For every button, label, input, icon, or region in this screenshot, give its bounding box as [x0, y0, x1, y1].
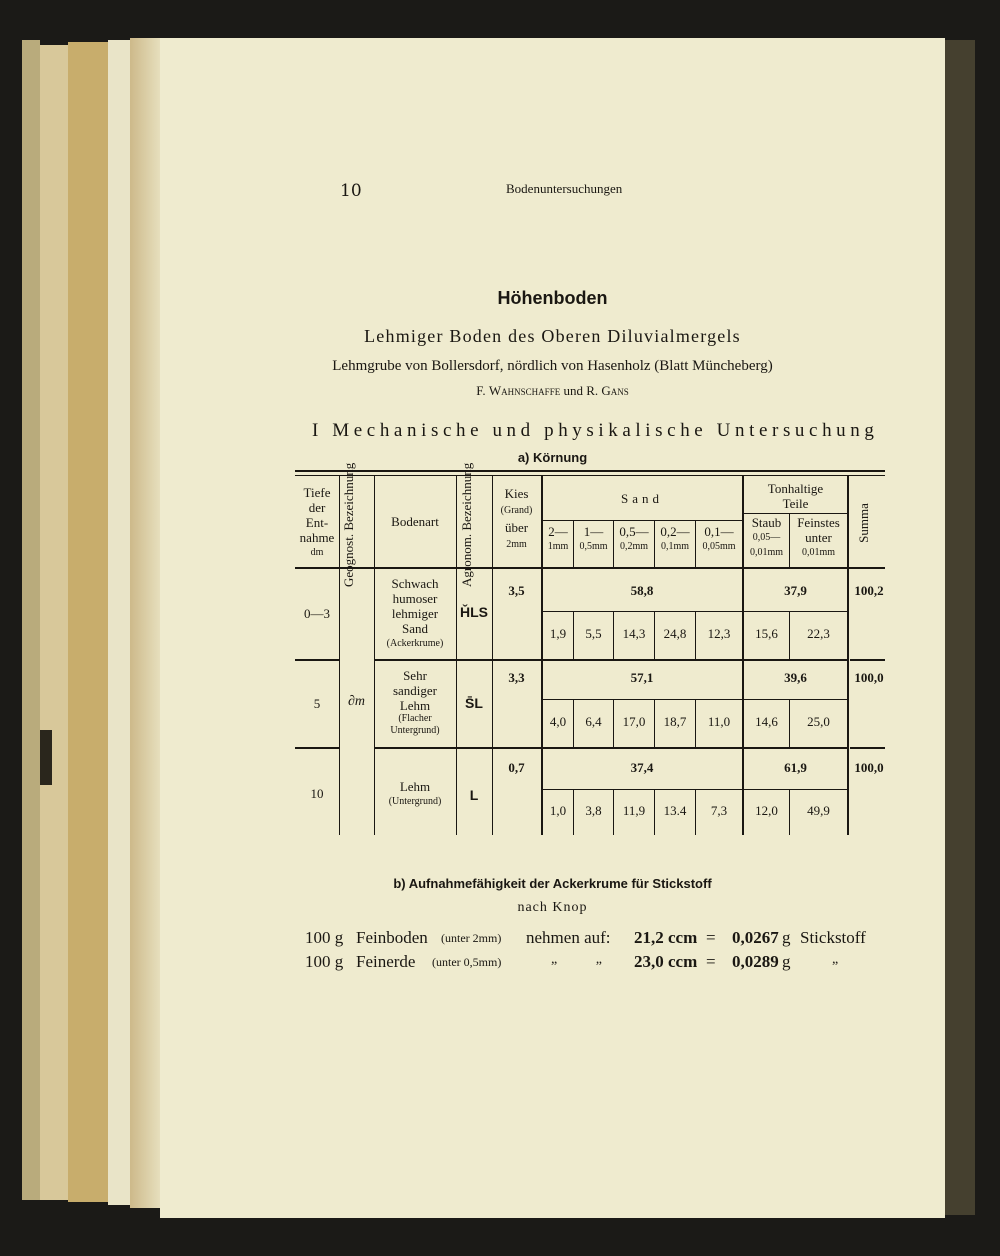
cell-sand: 12,3: [707, 626, 731, 641]
header-sand-col: [696, 524, 742, 554]
cell-summa: 100,0: [854, 760, 884, 775]
gram-value: 0,0267: [732, 928, 779, 947]
sample-qualifier: (unter 2mm): [441, 931, 502, 945]
header-line: 0,05mm: [702, 541, 736, 552]
cell-sand: 18,7: [663, 714, 687, 729]
cell-agronom: S̄L: [465, 695, 483, 711]
header-line: 0,5—: [619, 524, 649, 539]
header-tonhaltige: [744, 481, 847, 511]
rule: [743, 789, 847, 790]
page-edge: [108, 40, 130, 1205]
author-initial: F.: [476, 383, 486, 398]
header-line: Tiefe: [303, 485, 331, 500]
cell-kies: 3,5: [508, 583, 525, 598]
header-tiefe: [295, 485, 339, 560]
cell-note: (Flacher Untergrund): [390, 713, 440, 736]
subsection-heading: a) Körnung: [517, 450, 588, 465]
header-geognost: Geognost. Bezeichnung: [341, 462, 356, 587]
ditto-marks: „ „: [551, 952, 602, 967]
rule: [542, 699, 742, 700]
sample-label: Feinboden: [356, 928, 428, 947]
author-name: Gans: [601, 383, 629, 398]
authors-line: [160, 383, 945, 399]
header-kies: [492, 485, 541, 553]
cell-sand: 24,8: [663, 626, 687, 641]
ccm-text: 21,2 ccm: [634, 928, 698, 947]
rule: [295, 747, 339, 749]
cell-summa: 100,0: [854, 670, 884, 685]
cell-kies: 3,3: [508, 670, 525, 685]
cell-line: Lehm: [399, 779, 431, 794]
header-line: nahme: [299, 530, 335, 545]
subsection-heading: b) Aufnahmefähigkeit der Ackerkrume für Stickstoff: [393, 876, 712, 891]
header-staub: [744, 515, 789, 560]
rule: [295, 567, 885, 569]
header-line: 0,1—: [704, 524, 734, 539]
substance: Stickstoff: [800, 928, 866, 947]
cell-sand: 3,8: [585, 803, 602, 818]
cell-line: lehmiger: [391, 606, 439, 621]
gutter: [130, 38, 160, 1208]
cell-sand-total: 37,4: [630, 760, 654, 775]
cell-sand: 14,3: [622, 626, 646, 641]
header-line: Feinstes: [797, 515, 840, 530]
header-sand-col: [614, 524, 654, 554]
cell-line: Schwach: [391, 576, 439, 591]
cell-staub: 15,6: [755, 626, 778, 641]
rule: [850, 747, 885, 749]
ccm-value: [634, 928, 697, 948]
cell-ton-total: 61,9: [784, 760, 807, 775]
header-sand-col: [543, 524, 573, 554]
rule: [542, 611, 742, 612]
cell-kies: 0,7: [508, 760, 525, 775]
cell-sand: 1,0: [549, 803, 567, 818]
page-edge: [68, 42, 108, 1202]
gram-value: 0,0289: [732, 952, 779, 971]
cell-tiefe: 5: [313, 696, 321, 711]
cell-line: Lehm: [399, 698, 431, 713]
rule: [743, 611, 847, 612]
cell-sand: 4,0: [549, 714, 567, 729]
rule: [743, 747, 847, 749]
cell-bodenart: [374, 668, 456, 737]
cell-line: Sand: [402, 621, 428, 636]
cell-staub: 12,0: [755, 803, 778, 818]
header-line: 2mm: [506, 539, 527, 550]
sample-qualifier: (unter 0,5mm): [432, 955, 502, 969]
amount: 100 g: [305, 952, 344, 971]
author-initial: R.: [586, 383, 599, 398]
cell-sand: 6,4: [585, 714, 602, 729]
author-conj: und: [563, 383, 583, 398]
cell-staub: 14,6: [755, 714, 778, 729]
header-line: 0,01mm: [749, 547, 784, 558]
page: [160, 38, 945, 1218]
ccm-value: [634, 952, 697, 972]
header-agronom: Agronom. Bezeichnung: [459, 462, 474, 587]
cell-geognost: ∂m: [347, 694, 366, 709]
ditto-mark: „: [832, 952, 839, 967]
cell-tiefe: 10: [310, 786, 324, 801]
header-line: der: [308, 500, 326, 515]
cell-sand: 17,0: [622, 714, 646, 729]
running-head: Bodenuntersuchungen: [506, 181, 623, 196]
header-line: unter: [805, 530, 832, 545]
header-line: Kies: [504, 486, 529, 501]
page-edge: [22, 40, 40, 1200]
cell-sand: 5,5: [585, 626, 602, 641]
rule: [295, 659, 339, 661]
header-sand-col: [655, 524, 695, 554]
ccm-text: 23,0 ccm: [634, 952, 698, 971]
cell-line: sandiger: [392, 683, 438, 698]
cell-note: (Ackerkrume): [386, 638, 444, 649]
rule: [850, 659, 885, 661]
cell-line: humoser: [392, 591, 438, 606]
equals: =: [706, 952, 716, 971]
cell-bodenart: [374, 779, 456, 809]
header-bodenart: Bodenart: [391, 514, 439, 529]
rule: [743, 699, 847, 700]
header-line: 0,5mm: [579, 541, 608, 552]
section-heading: I Mechanische und physikalische Untersuchung: [312, 420, 879, 441]
clip-mark: [40, 730, 52, 785]
header-sand-col: [574, 524, 613, 554]
header-line: 1mm: [547, 541, 569, 552]
header-line: Ent-: [305, 515, 329, 530]
cell-ton-total: 39,6: [784, 670, 807, 685]
subtitle: Lehmiger Boden des Oberen Diluvialmergels: [364, 326, 741, 346]
rule: [456, 475, 457, 835]
cell-agronom: ȞLS: [460, 604, 488, 620]
rule: [339, 475, 340, 835]
header-line: 0,2mm: [619, 541, 649, 552]
rule: [374, 747, 742, 749]
equals: =: [706, 928, 716, 947]
author-name: Wahnschaffe: [488, 383, 561, 398]
header-line: Staub: [751, 515, 782, 530]
cell-sand-total: 58,8: [630, 583, 654, 598]
header-line: Teile: [782, 496, 809, 511]
cell-ton-total: 37,9: [784, 583, 807, 598]
page-title: Höhenboden: [497, 288, 608, 308]
cell-note: (Untergrund): [388, 796, 442, 807]
header-summa: Summa: [856, 503, 871, 543]
page-number: 10: [340, 181, 362, 201]
rule: [542, 520, 742, 521]
cell-bodenart: [374, 576, 456, 651]
sample-label: Feinerde: [356, 952, 416, 971]
cell-agronom: L: [469, 787, 479, 803]
rule: [847, 475, 849, 835]
cell-sand: 11,0: [707, 714, 731, 729]
header-line: 0,01mm: [801, 547, 836, 558]
cell-sand: 11,9: [622, 803, 646, 818]
header-line: 0,1mm: [660, 541, 690, 552]
method-note: nach Knop: [517, 900, 588, 915]
opposite-page-edge: [945, 40, 975, 1215]
header-line: Tonhaltige: [767, 481, 824, 496]
header-line: (Grand): [500, 505, 533, 516]
header-line: 0,2—: [660, 524, 690, 539]
header-unit: dm: [310, 547, 324, 558]
cell-feinstes: 49,9: [807, 803, 830, 818]
cell-feinstes: 25,0: [807, 714, 830, 729]
rule: [743, 659, 847, 661]
rule: [295, 470, 885, 472]
cell-sand-total: 57,1: [630, 670, 654, 685]
header-feinstes: [790, 515, 847, 560]
amount: 100 g: [305, 928, 344, 947]
header-line: über: [504, 520, 529, 535]
cell-sand: 1,9: [549, 626, 567, 641]
rule: [374, 659, 742, 661]
rule: [542, 789, 742, 790]
page-edge: [40, 45, 68, 1200]
cell-line: Sehr: [403, 668, 427, 683]
header-line: 2—: [548, 524, 568, 539]
gram-unit: g: [782, 928, 791, 947]
header-line: 1—: [583, 524, 604, 539]
cell-feinstes: 22,3: [807, 626, 830, 641]
rule: [743, 513, 847, 514]
header-line: 0,05—: [752, 532, 781, 543]
header-sand: Sand: [621, 491, 663, 506]
gram-unit: g: [782, 952, 791, 971]
cell-sand: 7,3: [710, 803, 728, 818]
cell-summa: 100,2: [854, 583, 884, 598]
verb: nehmen auf:: [526, 928, 611, 947]
rule: [295, 475, 885, 476]
cell-tiefe: 0—3: [304, 606, 330, 621]
location-line: Lehmgrube von Bollersdorf, nördlich von Hasenholz (Blatt Müncheberg): [332, 358, 773, 374]
cell-sand: 13.4: [663, 803, 687, 818]
